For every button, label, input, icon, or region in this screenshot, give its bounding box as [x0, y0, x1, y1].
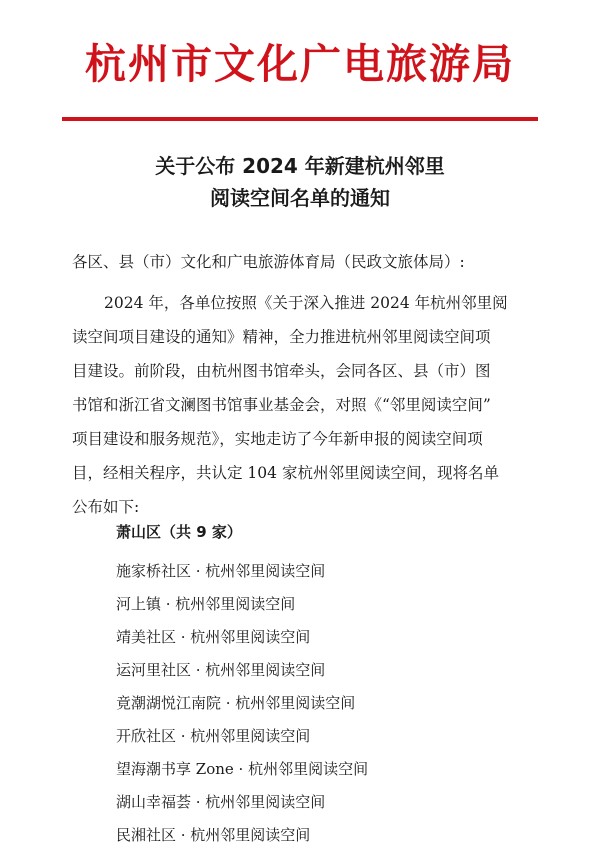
letterhead-org-name: 杭州市文化广电旅游局	[85, 40, 515, 88]
document-title	[0, 150, 600, 214]
reading-space-list	[116, 555, 368, 852]
list-item: 望海潮书享 Zone · 杭州邻里阅读空间	[116, 760, 369, 778]
body-line: 2024 年，各单位按照《关于深入推进 2024 年杭州邻里阅	[104, 294, 508, 312]
list-item: 施家桥社区 · 杭州邻里阅读空间	[116, 562, 326, 580]
list-item: 湖山幸福荟 · 杭州邻里阅读空间	[116, 793, 326, 811]
list-item: 河上镇 · 杭州邻里阅读空间	[116, 595, 296, 613]
body-line: 目，经相关程序，共认定 104 家杭州邻里阅读空间，现将名单	[72, 464, 499, 482]
body-line: 公布如下:	[72, 498, 140, 516]
list-item: 竟潮湖悦江南院 · 杭州邻里阅读空间	[116, 694, 356, 712]
salutation: 各区、县（市）文化和广电旅游体育局（民政文旅体局）:	[72, 253, 465, 271]
body-line: 读空间项目建设的通知》精神，全力推进杭州邻里阅读空间项	[72, 328, 491, 346]
letterhead-red-rule	[62, 117, 538, 121]
document-title-line-2: 阅读空间名单的通知	[210, 186, 390, 210]
body-line: 项目建设和服务规范》，实地走访了今年新申报的阅读空间项	[72, 430, 483, 448]
body-line: 目建设。前阶段，由杭州图书馆牵头，会同各区、县（市）图	[72, 362, 491, 380]
body-line: 书馆和浙江省文澜图书馆事业基金会，对照《“邻里阅读空间”	[72, 396, 491, 414]
body-paragraph	[72, 286, 532, 524]
list-item: 民湘社区 · 杭州邻里阅读空间	[116, 826, 311, 844]
list-item: 运河里社区 · 杭州邻里阅读空间	[116, 661, 326, 679]
list-item: 开欣社区 · 杭州邻里阅读空间	[116, 727, 311, 745]
district-heading: 萧山区（共 9 家）	[116, 523, 242, 541]
list-item: 靖美社区 · 杭州邻里阅读空间	[116, 628, 311, 646]
document-title-line-1: 关于公布 2024 年新建杭州邻里	[155, 154, 445, 178]
